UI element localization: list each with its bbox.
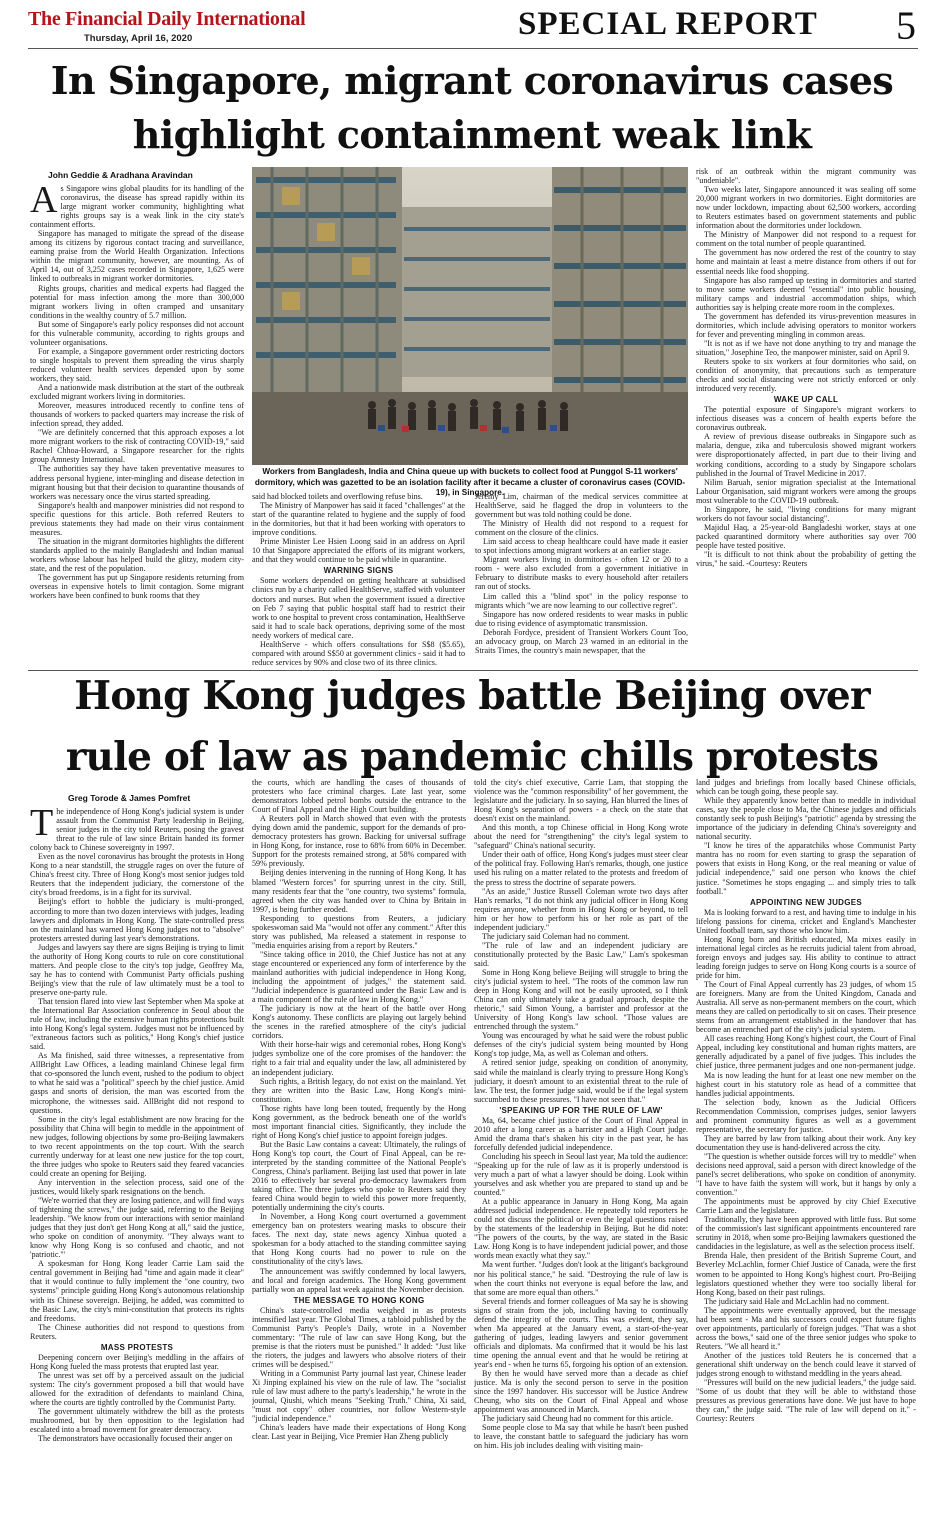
paragraph: The authorities say they have taken preventative measures to address personal hygiene, inter-mingling and disease detection in migrant housing but that their decision to quarantine thousands of workers was necessary once the virus started spreading. — [30, 464, 244, 501]
paragraph: All cases reaching Hong Kong's highest court, the Court of Final Appeal, including key constitutional and human rights matters, are generally adjudicated by a panel of five judges. This includes the chief justice, three permanent judges and one non-permanent judge. — [696, 1034, 916, 1071]
paragraph: The judiciary is now at the heart of the battle over Hong Kong's autonomy. These conflicts are playing out largely behind the scenes in the rarefied atmosphere of the city's judicial corridors. — [252, 1004, 466, 1041]
paragraph: In Singapore, he said, "living conditions for many migrant workers do not favour social distancing". — [696, 504, 916, 523]
paragraph: Beijing's effort to hobble the judiciary is multi-pronged, according to more than two dozen interviews with judges, leading lawyers and diplomats in Hong Kong. The state-controlled press on the mainland has warned Hong Kong judges not to "absolve" protesters arrested during last year's demonstrations. — [30, 897, 244, 943]
paragraph: Singapore's health and manpower ministries did not respond to specific questions for this article. Both referred Reuters to previous statements they had made on their virus containment measures. — [30, 500, 244, 537]
paragraph: Writing in a Communist Party journal last year, Chinese leader Xi Jinping explained his view on the rule of law. The "socialist rule of law must adhere to the party's leadership," he wrote in the journal, Qiushi, which means "Seeking Truth." China, Xi said, "must not copy" other countries, nor follow Western-style "judicial independence." — [252, 1369, 466, 1424]
article1-column-2 — [252, 492, 465, 667]
section-title: SPECIAL REPORT — [518, 6, 818, 42]
paragraph: A review of previous disease outbreaks in Singapore such as malaria, dengue, zika and tuberculosis showed migrant workers were disproportionately affected, in part due to their living and working conditions, according to a study by Singapore scholars published in the Journal of Travel Medicine in 2017. — [696, 432, 916, 478]
article2-column-2 — [252, 778, 466, 1515]
article1-column-3 — [475, 492, 688, 667]
drop-cap: T — [30, 807, 54, 844]
dormitory-photo-image — [252, 167, 688, 465]
paragraph: Some people close to Ma say that while he hasn't been pushed to leave, the constant battle to safeguard the judiciary has worn on him. His job includes dealing with visiting main- — [474, 1423, 688, 1451]
paragraph: The government has defended its virus-prevention measures in dormitories, which include advising operators to monitor workers for fever and preventing mingling in common areas. — [696, 311, 916, 339]
paragraph: Judges and lawyers say there are signs Beijing is trying to limit the authority of Hong Kong courts to rule on core constitutional matters. And people close to the city's top judge, Geoffrey Ma, say he has to contend with Communist Party officials pushing Beijing's view that the rule of law ultimately must be a tool to preserve one-party rule. — [30, 942, 244, 997]
paragraph: But some of Singapore's early policy responses did not account for this vulnerable community, according to rights groups and volunteer organisations. — [30, 319, 244, 347]
paragraph: The judiciary said Hale and McLachlin had no comment. — [704, 1296, 889, 1306]
paragraph: Some workers depended on getting healthcare at subsidised clinics run by a charity called HealthServe, staffed with volunteer doctors and nurses. But when the government issued a directive on Feb 7 saying that public hospital staff had to restrict their work to one hospital to prevent cross contamination, HealthServe said it had to scale back operations, depriving some of the most needy workers of medical care. — [252, 576, 465, 640]
paragraph: he independence of Hong Kong's judicial system is under assault from the Communist Party leadership in Beijing, senior judges in the city told Reuters, posing the gravest threat to the rule of law since Britain handed its former colony back to Chinese sovereignty in 1997. — [30, 807, 244, 853]
dormitory-photo — [252, 167, 688, 465]
drop-cap: A — [30, 184, 58, 221]
article1-byline: John Geddie & Aradhana Aravindan — [48, 170, 193, 180]
masthead-rule — [28, 48, 918, 49]
subheading: MASS PROTESTS — [100, 1342, 174, 1352]
paragraph: Moreover, measures introduced recently to confine tens of thousands of workers to packed quarters may increase the risk of infection spread, they added. — [30, 401, 244, 429]
paragraph: Beijing denies intervening in the running of Hong Kong. It has blamed "Western forces" for spurring unrest in the city. Still, many residents fear that the "one country, two systems" formula, agreed when the city was handed over to China by Britain in 1997, is being further eroded. — [252, 868, 466, 914]
paragraph: While they apparently know better than to meddle in individual cases, say the people close to Ma, the Chinese judges and officials constantly seek to push Beijing's "patriotic" agenda by stressing the importance of the judiciary in defending China's sovereignty and national security. — [696, 796, 916, 842]
paragraph: Those rights have long been touted, frequently by the Hong Kong government, as the bedrock beneath one of the world's most important financial cities. Significantly, they include the right of Hong Kong's chief justice to appoint foreign judges. — [252, 1103, 466, 1140]
headline-line: highlight containment weak link — [132, 112, 812, 157]
paragraph: Several friends and former colleagues of Ma say he is showing signs of strain from the job, including having to continually defend the integrity of the courts. This was evident, they say, when Ma appeared at the January event, a start-of-the-year gathering of judges, leading lawyers and senior government officials and diplomats. Ma confirmed that it would be his last time opening the annual event and that he would be retiring at year's end - when he turns 65, forgoing his option of an extension. — [474, 1296, 688, 1369]
paragraph: The government has put up Singapore residents returning from overseas in expensive hotels to limit contagion. Some migrant workers have been confined to bunk rooms that they — [30, 573, 244, 601]
paragraph: Migrant workers living in dormitories - often 12 or 20 to a room - were also excluded from a government initiative in February to distribute masks to every household after retailers ran out of stocks. — [475, 555, 688, 592]
paragraph: The announcement was swiftly condemned by local lawyers, and local and foreign academics. The Hong Kong government partially won an appeal last week against the November decision. — [252, 1266, 466, 1294]
paragraph: "I know he tires of the apparatchiks whose Communist Party mantra has no room for even starting to grasp the separation of powers that exists in Hong Kong, or the real meaning or value of judicial independence," said one person who knows the chief justice. "Sometimes he stops engaging ... and simply tries to talk football." — [696, 841, 916, 896]
paragraph: The demonstrators have occasionally focused their anger on — [38, 1434, 233, 1444]
paragraph: The Ministry of Health did not respond to a request for comment on the closure of the clinics. — [475, 519, 688, 538]
paragraph: The government has now ordered the rest of the country to stay home and maintain at least a metre distance from others if out for essential needs like food shopping. — [696, 248, 916, 276]
paragraph: The selection body, known as the Judicial Officers Recommendation Commission, comprises judges, senior lawyers and prominent community figures as well as a government representative, the secretary for justice. — [696, 1097, 916, 1134]
article2-byline: Greg Torode & James Pomfret — [68, 793, 191, 803]
paragraph: the courts, which are handling the cases of thousands of protesters who face criminal charges. Late last year, some demonstrators lobbed petrol bombs outside the entrance to the Court of Final Appeal and the High Court building. — [252, 778, 466, 815]
paragraph: The Court of Final Appeal currently has 23 judges, of whom 15 are foreigners. Many are from the United Kingdom, Canada and Australia. All serve as non-permanent members on the court, which means they are called on periodically to sit on cases. Their presence stems from an arrangement established in the handover that has become an entrenched part of the city's judicial system. — [696, 980, 916, 1035]
paragraph: Under their oath of office, Hong Kong's judges must steer clear of the political fray. Following Han's remarks, though, one justice used his ruling on a matter related to the protests and freedom of the press to stress the doctrine of separate powers. — [474, 850, 688, 887]
paragraph: told the city's chief executive, Carrie Lam, that stopping the violence was the "common responsibility" of her government, the legislature and the judiciary. In so saying, Han blurred the lines of Hong Kong's separation of powers - a check on the state that doesn't exist on the mainland. — [474, 778, 688, 824]
paragraph: Any intervention in the selection process, said one of the justices, would likely spark resignations on the bench. — [30, 1177, 244, 1196]
paragraph: land judges and briefings from locally based Chinese officials, which can be tough going, these people say. — [696, 778, 916, 797]
paragraph: Deepening concern over Beijing's meddling in the affairs of Hong Kong fueled the mass protests that erupted last year. — [30, 1352, 244, 1371]
paragraph: "It is not as if we have not done anything to try and manage the situation," Josephine Teo, the manpower minister, said on April 9. — [696, 338, 916, 357]
paragraph: China's leaders have made their expectations of Hong Kong clear. Last year in Beijing, Vice Premier Han Zheng publicly — [252, 1423, 466, 1442]
paragraph: And a nationwide mask distribution at the start of the outbreak excluded migrant workers living in dormitories. — [30, 383, 244, 402]
paragraph: said had blocked toilets and overflowing refuse bins. — [252, 492, 423, 501]
paragraph: "We are definitely concerned that this approach exposes a lot more migrant workers to the risk of contracting COVID-19," said Rachel Chhoa-Howard, a Singapore researcher for the rights group Amnesty International. — [30, 428, 244, 465]
paragraph: Ma is now leading the hunt for at least one new member on the highest court in his statutory role as head of a committee that handles judicial appointments. — [696, 1070, 916, 1098]
paragraph: Singapore has now ordered residents to wear masks in public due to rising evidence of asymptomatic transmission. — [475, 609, 688, 628]
subheading: 'SPEAKING UP FOR THE RULE OF LAW' — [499, 1105, 663, 1115]
paper-name: The Financial Daily International — [28, 8, 306, 30]
headline-line: Hong Kong judges battle Beijing over — [74, 673, 870, 719]
article1-column-1 — [30, 184, 244, 667]
headline-line: In Singapore, migrant coronavirus cases — [50, 58, 894, 103]
paragraph: Deborah Fordyce, president of Transient Workers Count Too, an advocacy group, on March 23 warned in an editorial in the Straits Times, the country's main newspaper, that the — [475, 627, 688, 655]
paragraph: Some in Hong Kong believe Beijing will struggle to bring the city's judicial system to heel. "The roots of the common law run deep in Hong Kong and will not be easily uprooted, so I think China can only ultimately take a gradual approach, despite the rhetoric," said Simon Young, a barrister and professor at the University of Hong Kong's law school. "Those values are entrenched through the system." — [474, 967, 688, 1032]
paragraph: Another of the justices told Reuters he is concerned that a generational shift underway on the bench could leave it starved of judges strong enough to withstand meddling in the years ahead. — [696, 1350, 916, 1379]
paragraph: China's state-controlled media weighed in as protests intensified last year. The Global Times, a tabloid published by the Communist Party's People's Daily, wrote in a November commentary: "The rule of law can save Hong Kong, but the premise is that the rioters must be punished." It added: "Just like the rioters, the judges and lawyers who absolve rioters of their crimes will be despised." — [252, 1305, 466, 1369]
paragraph: Some in the city's legal establishment are now bracing for the possibility that China will begin to meddle in the appointment of new judges, following objections by some pro-Beijing lawmakers to two recent appointments on the top court. With the search currently underway for at least one new justice for the top court, the three judges who spoke to Reuters said they feared vacancies could create an opening for Beijing. — [30, 1114, 244, 1178]
paragraph: HealthServe - which offers consultations for S$8 ($5.65), compared with around S$50 at government clinics - said it had to reduce services by 90% and close two of its three clinics. — [252, 639, 465, 667]
paragraph: Singapore has also ramped up testing in dormitories and started to move some workers deemed "essential" into public housing, military camps and industrial accommodation ships, which authorities say is helping create more room in the complexes. — [696, 275, 916, 312]
paragraph: The government ultimately withdrew the bill as the protests mushroomed, but by then opposition to the legislation had escalated into a broad movement for greater democracy. — [30, 1407, 244, 1435]
paragraph: "As an aside," Justice Russell Coleman wrote two days after Han's remarks, "I do not think any judicial officer in Hong Kong requires anyone, whether from in Hong Kong or beyond, to tell him or her how to perform his or her role as part of the independent judiciary." — [474, 886, 688, 932]
paragraph: Brenda Hale, then president of the British Supreme Court, and Beverley McLachlin, former Chief Justice of Canada, were the first women to be appointed to Hong Kong's highest court. Pro-Beijing legislators questioned whether they were too socially liberal for Hong Kong, based on their past rulings. — [696, 1251, 916, 1297]
paragraph: The potential exposure of Singapore's migrant workers to infectious diseases was a concern of health experts before the coronavirus outbreak. — [696, 405, 916, 433]
paragraph: "The question is whether outside forces will try to meddle" when decisions need approval, said a person with direct knowledge of the panel's secret deliberations, who spoke on condition of anonymity. "I have to have faith the system will work, but it hangs by only a convention." — [696, 1151, 916, 1198]
paragraph: But the Basic Law contains a caveat: Ultimately, the rulings of Hong Kong's top court, the Court of Final Appeal, can be re-interpreted by the standing committee of the National People's Congress, China's parliament. Beijing last used that power in late 2016 to effectively bar several pro-democracy lawmakers from taking office. The three judges who spoke to Reuters said they feared China would begin to wield this power more frequently, potentially undermining the city's courts. — [252, 1139, 466, 1213]
paragraph: Jeremy Lim, chairman of the medical services committee at HealthServe, said he flagged the drop in volunteers to the government but was told nothing could be done. — [475, 492, 688, 520]
article2-column-3 — [474, 778, 688, 1515]
paragraph: Even as the novel coronavirus has brought the protests in Hong Kong to a near standstill, the struggle rages on over the future of China's freest city. Three of Hong Kong's most senior judges told Reuters that the independent judiciary, the cornerstone of the city's broad freedoms, is in a fight for its survival. — [30, 852, 244, 898]
paragraph: "It is difficult to not think about the probability of getting the virus," he said. -Courtesy: Reuters — [696, 549, 916, 569]
photo-caption: Workers from Bangladesh, India and China queue up with buckets to collect food at Punggol S-11 workers' dormitory, which was gazetted to be an isolation facility after it became a cluster of coronavirus cases (COVID-19), in Singapore. — [254, 467, 686, 497]
article2-headline — [22, 666, 922, 788]
article1-column-4 — [696, 167, 916, 667]
paragraph: Rights groups, charities and medical experts had flagged the potential for mass infection among the more than 300,000 migrant workers living in often cramped and unsanitary conditions in the wealthy country of 5.7 million. — [30, 283, 244, 320]
paragraph: Reuters spoke to six workers at four dormitories who said, on condition of anonymity, that precautions such as temperature checks and social distancing were not strictly enforced or only introduced very recently. — [696, 356, 916, 394]
paragraph: A spokesman for Hong Kong leader Carrie Lam said the central government in Beijing had "time and again made it clear" that it would continue to fully implement the "one country, two systems" principle guiding Hong Kong's autonomous relationship with its Chinese sovereign. Beijing, he added, was committed to the Basic Law, the city's mini-constitution that protects its rights and freedoms. — [30, 1259, 244, 1323]
paragraph: Nilim Baruah, senior migration specialist at the International Labour Organisation, said migrant workers were among the groups most vulnerable to the COVID-19 outbreak. — [696, 477, 916, 505]
paragraph: The Ministry of Manpower did not respond to a request for comment on the total number of people quarantined. — [696, 230, 916, 249]
issue-date: Thursday, April 16, 2020 — [84, 33, 193, 44]
paragraph: Ma went further. "Judges don't look at the litigant's background nor his political stance," he said. "Destroying the rule of law is when the court thinks not everyone is equal before the law, and that some are more equal than others." — [474, 1260, 688, 1297]
paragraph: Majidul Haq, a 25-year-old Bangladeshi worker, stays at one packed quarantined dormitory where authorities say over 700 people have tested positive. — [696, 522, 916, 550]
paragraph: Ma, 64, became chief justice of the Court of Final Appeal in 2010 after a long career as a barrister and a High Court judge. Amid the drama that's shaken his city in the past year, he has forcefully defended judicial independence. — [474, 1115, 688, 1152]
paragraph: A Reuters poll in March showed that even with the protests dying down amid the pandemic, support for the demands of pro-democracy protesters has grown. Backing for universal suffrage in Hong Kong, for instance, rose to 68% from 60% in December. Support for the protests remained strong, at 58% compared with 59% previously. — [252, 814, 466, 869]
paragraph: Hong Kong born and British educated, Ma mixes easily in international legal circles as he recruits judicial talent from abroad, foreign envoys and judges say. His ability to continue to attract leading foreign judges to serve on Hong Kong courts is a source of pride for him. — [696, 934, 916, 980]
page-number: 5 — [896, 3, 916, 48]
subheading: APPOINTING NEW JUDGES — [749, 897, 863, 907]
paragraph: Such rights, a British legacy, do not exist on the mainland. Yet they are written into the Basic Law, Hong Kong's mini-constitution. — [252, 1076, 466, 1104]
paragraph: The judiciary said Coleman had no comment. — [482, 931, 630, 941]
paragraph: Two weeks later, Singapore announced it was sealing off some 20,000 migrant workers in two dormitories. Eight dormitories are now under lockdown, impacting about 62,500 workers, according to Reuters estimates based on government statements and public information about the dormitories under lockdown. — [696, 185, 916, 231]
article2-column-4 — [696, 778, 916, 1515]
subheading: WARNING SIGNS — [323, 566, 394, 576]
paragraph: For example, a Singapore government order restricting doctors to single hospitals to prevent them spreading the virus sharply reduced volunteer health services depended upon by some workers, they said. — [30, 346, 244, 383]
paragraph: Young was encouraged by what he said were the robust public defenses of the city's judicial system being mounted by Hong Kong's top judge, Ma, as well as Coleman and others. — [474, 1031, 688, 1059]
subheading: WAKE UP CALL — [773, 395, 839, 405]
paragraph: The Chinese authorities did not respond to questions from Reuters. — [30, 1322, 244, 1341]
paragraph: The unrest was set off by a perceived assault on the judicial system: The city's government proposed a bill that would have allowed for the extradition of defendants to mainland China, where the courts are tightly controlled by the Communist Party. — [30, 1370, 244, 1408]
paragraph: And this month, a top Chinese official in Hong Kong wrote about the need for "strengthening" the city's legal system to "safeguard" China's national security. — [474, 823, 688, 851]
paragraph: With their horse-hair wigs and ceremonial robes, Hong Kong's judges symbolize one of the core promises of the handover: the right to a fair trial and equality under the law, all administered by an independent judiciary. — [252, 1040, 466, 1077]
paragraph: Lim said access to cheap healthcare could have made it easier to spot infections among migrant workers at an earlier stage. — [475, 537, 688, 556]
paragraph: Concluding his speech in Seoul last year, Ma told the audience: "Speaking up for the rule of law as it is properly understood is very much a part of what a lawyer should be doing. Look within yourselves and ask whether you are prepared to stand up and be counted." — [474, 1151, 688, 1198]
subheading: THE MESSAGE TO HONG KONG — [293, 1295, 425, 1305]
paragraph: The appointments must be approved by city Chief Executive Carrie Lam and the legislature. — [696, 1197, 916, 1216]
paragraph: The situation in the migrant dormitories highlights the different standards applied to the mainly Bangladeshi and Indian manual workers whose labour has helped build the glitzy, modern city-state, and the rest of the population. — [30, 536, 244, 573]
paragraph: They are barred by law from talking about their work. Any key documentation they use is hand-delivered across the city. — [696, 1133, 916, 1152]
paragraph: In November, a Hong Kong court overturned a government emergency ban on protesters wearing masks to obscure their faces. The next day, state news agency Xinhua quoted a spokesman for a body attached to the standing committee saying that Hong Kong courts had no power to rule on the constitutionality of the city's laws. — [252, 1212, 466, 1267]
article2-column-1 — [30, 807, 244, 1515]
paragraph: Ma is looking forward to a rest, and having time to indulge in his lifelong passions for cinema, cricket and England's Manchester United football team, say those who know him. — [696, 907, 916, 935]
paragraph: By then he would have served more than a decade as chief justice. Ma is only the second person to serve in the position since the 1997 handover. His successor will be Justice Andrew Cheung, who sits on the Court of Final Appeal and whose appointment was announced in March. — [474, 1369, 688, 1415]
article1-headline — [22, 54, 922, 162]
paragraph: "Pressures will build on the new judicial leaders," the judge said. "Some of us doubt that they will be able to withstand those pressures as previous generations have done. We just have to hope they can," the judge said. "The rule of law will depend on it." -Courtesy: Reuters — [696, 1378, 916, 1424]
paragraph: Lim called this a "blind spot" in the policy response to migrants which "we are now learning to our collective regret". — [475, 591, 688, 610]
paragraph: s Singapore wins global plaudits for its handling of the coronavirus, the disease has spread rapidly within its large migrant worker community, highlighting what rights groups say is a weak link in the city state's containment efforts. — [30, 184, 244, 230]
paragraph: "The rule of law and an independent judiciary are constitutionally protected by the Basic Law," Lam's spokesman said. — [474, 940, 688, 968]
paragraph: A retired senior judge, speaking on condition of anonymity, said while the mainland is clearly trying to pressure Hong Kong's judiciary, it doesn't amount to an existential threat to the rule of law. The test, the former judge said, would be if the legal system succumbed to these pressures. "I have not seen that." — [474, 1058, 688, 1104]
paragraph: The appointments were eventually approved, but the message had been sent - Ma and his successors could expect future fights over appointments, particularly of foreign judges. "That was a shot across the bows," said one of the three senior judges who spoke to Reuters. "We all heard it." — [696, 1305, 916, 1351]
paragraph: Prime Minister Lee Hsien Loong said in an address on April 10 that Singapore appreciated the efforts of its migrant workers, and that they would continue to be paid while in quarantine. — [252, 537, 465, 565]
paragraph: That tension flared into view last September when Ma spoke at the International Bar Association conference in Seoul about the rule of law, including the extensive human rights protections built into Hong Kong's legal system. Judges must not be influenced by "extraneous factors such as politics," Hong Kong's chief justice said. — [30, 996, 244, 1052]
masthead — [28, 3, 918, 48]
paragraph: The Ministry of Manpower has said it faced "challenges" at the start of the quarantine related to hygiene and the supply of food in the dormitories, but that it had been working with operators to improve conditions. — [252, 501, 465, 538]
headline-line: rule of law as pandemic chills protests — [65, 734, 879, 780]
paragraph: "We're worried that they are losing patience, and will find ways of tightening the screws," the judge said, referring to the Beijing leadership. "We know from our interactions with senior mainland judges that they just don't get Hong Kong at all," said the justice, who spoke on condition of anonymity. "They always want to know why Hong Kong is so confused and chaotic, and not 'patriotic.'" — [30, 1196, 244, 1260]
paragraph: Singapore has managed to mitigate the spread of the disease among its citizens by rigorous contact tracing and surveillance, earning praise from the World Health Organization. Infections within the migrant community, however, are mounting. As of April 14, out of 3,252 cases recorded in Singapore, 1,625 were linked to outbreaks in migrant worker dormitories. — [30, 229, 244, 284]
paragraph: risk of an outbreak within the migrant community was "undeniable". — [696, 167, 916, 186]
paragraph: Traditionally, they have been approved with little fuss. But some of the commission's last significant appointments encountered rare scrutiny in 2018, when some pro-Beijing lawmakers questioned the candidacies in the legislature, as well as the selection process itself. — [696, 1215, 916, 1252]
paragraph: At a public appearance in January in Hong Kong, Ma again addressed judicial independence. He repeatedly told reporters he could not discuss the political or even the legal questions raised by the statements of the leadership in Beijing. But he did note: "The powers of the courts, by the way, are stated in the Basic Law. Hong Kong is to have independent judicial power, and those words mean exactly what they say." — [474, 1197, 688, 1261]
paragraph: As Ma finished, said three witnesses, a representative from AllBright Law Offices, a leading mainland Chinese legal firm that co-sponsored the lunch event, rushed to the podium to object to what he said was a "political" speech by the chief justice. Amid gasps and snorts of derision, the man was escorted from the microphone, the witnesses said. AllBright did not respond to questions. — [30, 1051, 244, 1115]
paragraph: The judiciary said Cheung had no comment for this article. — [482, 1414, 674, 1424]
paragraph: Responding to questions from Reuters, a judiciary spokeswoman said Ma "would not offer any comment." After this story was published, Ma released a statement in response to "media enquiries arising from a report by Reuters." — [252, 913, 466, 950]
paragraph: "Since taking office in 2010, the Chief Justice has not at any stage encountered or experienced any form of interference by the mainland authorities with judicial independence in Hong Kong, including the appointment of judges," the statement said. "Judicial independence is guaranteed under the Basic Law and is a main component of the rule of law in Hong Kong." — [252, 949, 466, 1005]
